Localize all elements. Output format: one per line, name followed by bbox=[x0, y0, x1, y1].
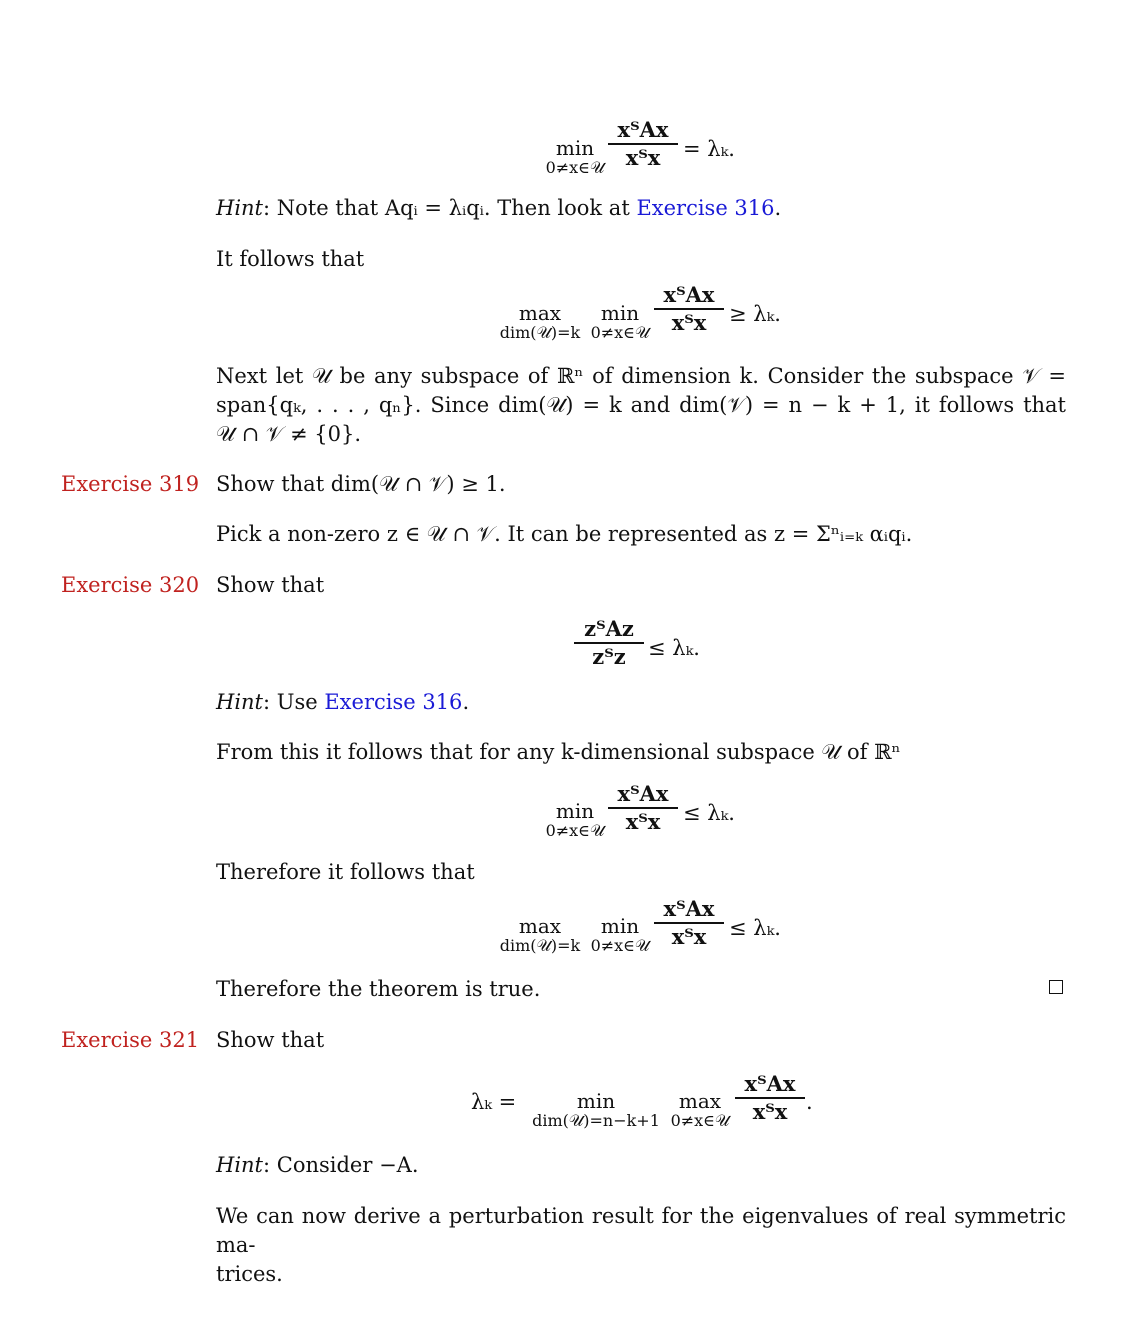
eq6-min-operator bbox=[527, 1090, 665, 1130]
eq1-min: min bbox=[555, 136, 595, 160]
eq5-max-operator bbox=[494, 915, 586, 955]
eq4-min-subscript: 0≠x∈𝒰 bbox=[545, 821, 605, 840]
eq2-max: max bbox=[518, 301, 562, 325]
para-from-this: From this it follows that for any k-dimensional subspace 𝒰 of ℝⁿ bbox=[216, 740, 901, 764]
eq6-numerator: xᵀAx bbox=[744, 1071, 796, 1096]
para-perturbation-line-1: We can now derive a perturbation result for the eigenvalues of real symmetric ma- bbox=[216, 1204, 1066, 1257]
eq3-denominator: zᵀz bbox=[592, 643, 626, 669]
exercise-320-label: Exercise 320 bbox=[61, 573, 200, 597]
eq6-min-subscript: dim(𝒰)=n−k+1 bbox=[532, 1111, 660, 1130]
exercise-321-text: Show that bbox=[216, 1028, 325, 1052]
hint-2-label: Hint bbox=[216, 690, 263, 714]
qed-box-icon bbox=[1049, 980, 1063, 994]
eq3-numerator: zᵀAz bbox=[584, 616, 634, 641]
eq1-fraction bbox=[608, 118, 678, 170]
hint-1-exercise-316-link[interactable]: Exercise 316 bbox=[636, 196, 775, 220]
para-pick-nonzero: Pick a non-zero z ∈ 𝒰 ∩ 𝒱. It can be represented as z = Σⁿᵢ₌ₖ αᵢqᵢ. bbox=[216, 522, 913, 546]
hint-2 bbox=[216, 688, 1066, 717]
hint-3-label: Hint bbox=[216, 1153, 263, 1177]
eq2-denominator: xᵀx bbox=[671, 309, 707, 335]
para-perturbation bbox=[216, 1202, 1066, 1289]
eq4-denominator: xᵀx bbox=[625, 808, 661, 834]
eq2-max-subscript: dim(𝒰)=k bbox=[499, 323, 581, 342]
eq4-numerator: xᵀAx bbox=[617, 781, 669, 806]
eq2-min-operator bbox=[585, 302, 655, 342]
eq2-min-subscript: 0≠x∈𝒰 bbox=[590, 323, 650, 342]
eq6-min: min bbox=[576, 1089, 616, 1113]
hint-3 bbox=[216, 1151, 1066, 1180]
eq6-max-subscript: 0≠x∈𝒰 bbox=[670, 1111, 730, 1130]
eq6-max: max bbox=[678, 1089, 722, 1113]
eq1-denominator: xᵀx bbox=[625, 144, 661, 170]
para-next-line-2: span{qₖ, . . . , qₙ}. Since dim(𝒰) = k and dim(𝒱) = n − k + 1, it follows that bbox=[216, 393, 1066, 417]
hint-3-text: : Consider −A. bbox=[263, 1153, 419, 1177]
para-it-follows: It follows that bbox=[216, 247, 365, 271]
eq2-numerator: xᵀAx bbox=[663, 282, 715, 307]
eq5-rhs: ≤ λₖ. bbox=[729, 916, 781, 940]
eq5-min: min bbox=[600, 914, 640, 938]
eq2-max-operator bbox=[494, 302, 586, 342]
eq1-min-operator bbox=[540, 137, 610, 177]
eq2-rhs: ≥ λₖ. bbox=[729, 302, 781, 326]
eq1-numerator: xᵀAx bbox=[617, 117, 669, 142]
hint-2-period: . bbox=[462, 690, 470, 714]
eq2-fraction bbox=[654, 283, 724, 335]
eq4-min-operator bbox=[540, 800, 610, 840]
eq5-numerator: xᵀAx bbox=[663, 896, 715, 921]
eq6-lhs: λₖ = bbox=[471, 1090, 517, 1114]
eq5-fraction bbox=[654, 897, 724, 949]
eq5-max-subscript: dim(𝒰)=k bbox=[499, 936, 581, 955]
eq1-rhs: = λₖ. bbox=[683, 137, 735, 161]
exercise-319-text: Show that dim(𝒰 ∩ 𝒱) ≥ 1. bbox=[216, 472, 506, 496]
eq6-fraction bbox=[735, 1072, 805, 1124]
eq6-rhs: . bbox=[806, 1090, 813, 1114]
eq1-min-subscript: 0≠x∈𝒰 bbox=[545, 158, 605, 177]
hint-1-period: . bbox=[774, 196, 782, 220]
exercise-321-label: Exercise 321 bbox=[61, 1028, 200, 1052]
hint-1-label: Hint bbox=[216, 196, 263, 220]
eq3-fraction bbox=[574, 617, 644, 669]
eq5-denominator: xᵀx bbox=[671, 923, 707, 949]
para-next-line-3: 𝒰 ∩ 𝒱 ≠ {0}. bbox=[216, 422, 362, 446]
eq5-max: max bbox=[518, 914, 562, 938]
para-next-line-1: Next let 𝒰 be any subspace of ℝⁿ of dimension k. Consider the subspace 𝒱 = bbox=[216, 364, 1066, 388]
para-perturbation-line-2: trices. bbox=[216, 1262, 283, 1286]
eq4-fraction bbox=[608, 782, 678, 834]
eq4-min: min bbox=[555, 799, 595, 823]
eq6-denominator: xᵀx bbox=[752, 1098, 788, 1124]
hint-1-text: : Note that Aqᵢ = λᵢqᵢ. Then look at bbox=[263, 196, 637, 220]
para-therefore-follows: Therefore it follows that bbox=[216, 860, 475, 884]
hint-2-text: : Use bbox=[263, 690, 325, 714]
exercise-320-text: Show that bbox=[216, 573, 325, 597]
para-theorem-true: Therefore the theorem is true. bbox=[216, 977, 541, 1001]
eq4-rhs: ≤ λₖ. bbox=[683, 801, 735, 825]
hint-1 bbox=[216, 194, 1066, 223]
hint-2-exercise-316-link[interactable]: Exercise 316 bbox=[324, 690, 463, 714]
eq6-max-operator bbox=[665, 1090, 735, 1130]
para-next-let bbox=[216, 362, 1066, 449]
eq5-min-subscript: 0≠x∈𝒰 bbox=[590, 936, 650, 955]
exercise-319-label: Exercise 319 bbox=[61, 472, 200, 496]
eq3-rhs: ≤ λₖ. bbox=[648, 636, 700, 660]
eq2-min: min bbox=[600, 301, 640, 325]
eq5-min-operator bbox=[585, 915, 655, 955]
